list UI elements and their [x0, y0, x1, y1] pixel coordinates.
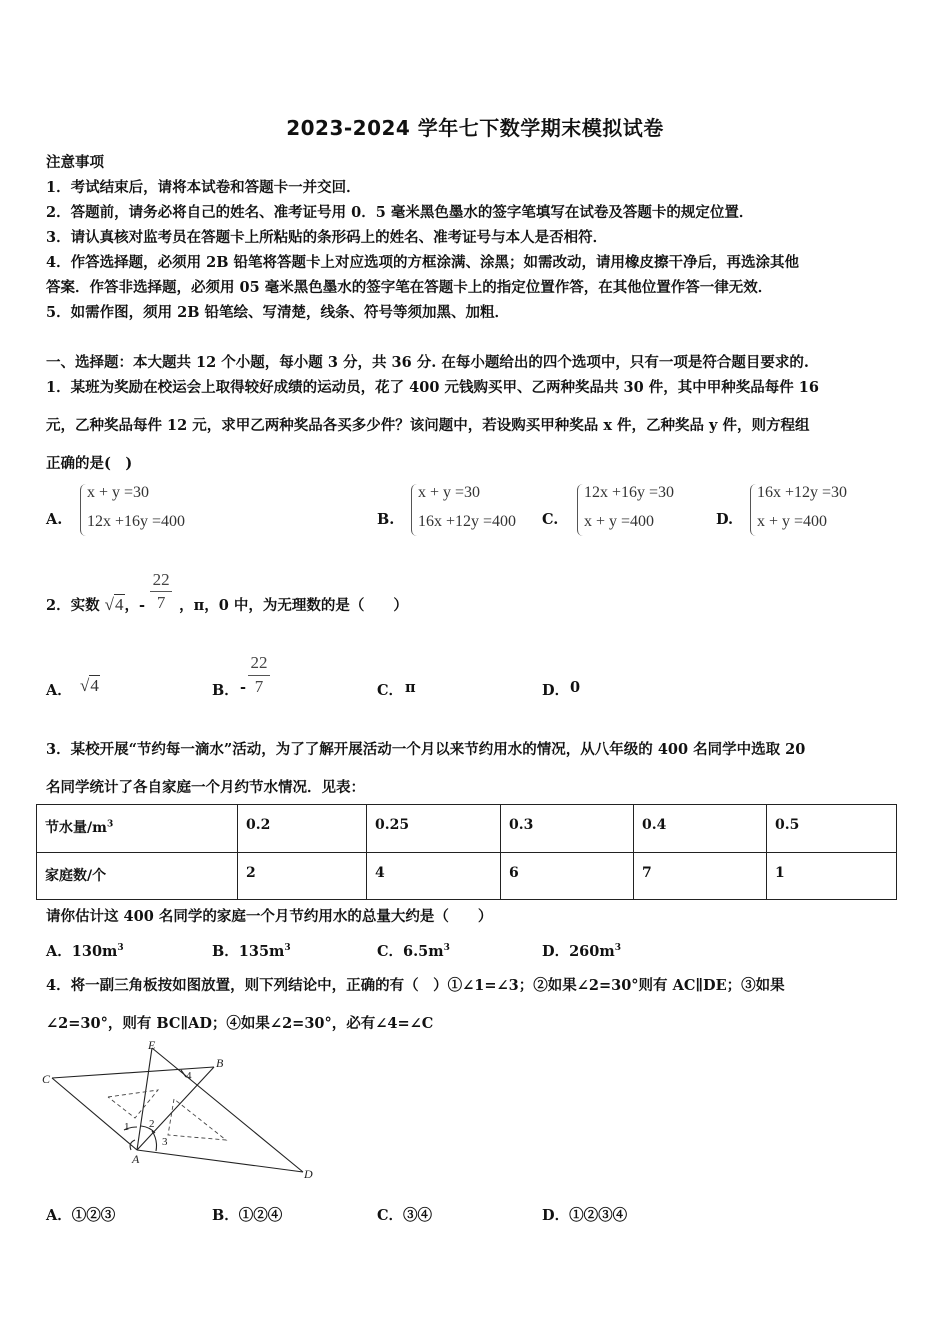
q2-suffix: ，π，0 中，为无理数的是（ ） [179, 597, 408, 614]
angle-label-2: 2 [149, 1118, 155, 1130]
q4-option-b[interactable]: B．①②④ [212, 1207, 283, 1224]
notice-heading: 注意事项 [46, 154, 104, 171]
q1-text-line: 1．某班为奖励在校运会上取得较好成绩的运动员，花了 400 元钱购买甲、乙两种奖品共 30 件，其中甲种奖品每件 16 [46, 379, 819, 396]
table-cell: 0.4 [634, 805, 767, 853]
brace-icon [750, 484, 757, 536]
equation: 16x +12y =400 [418, 513, 517, 530]
q4-text-line: ∠2=30°，则有 BC∥AD；④如果∠2=30°，必有∠4=∠C [46, 1015, 434, 1032]
q2-sep: ，- [124, 597, 146, 614]
q3-option-b[interactable]: B．$135m^3$ [212, 943, 291, 960]
q2-stem [46, 570, 408, 615]
q4-option-a[interactable]: A．①②③ [46, 1207, 116, 1224]
equation: x + y =400 [584, 513, 655, 530]
notice-item: 1．考试结束后，请将本试卷和答题卡一并交回． [46, 179, 361, 196]
q3-question: 请你估计这 400 名同学的家庭一个月节约用水的总量大约是（ ） [46, 908, 493, 925]
equation: 16x +12y =30 [757, 484, 848, 501]
option-label: D． [542, 682, 570, 699]
minus-sign: - [240, 679, 247, 696]
sqrt-radicand: 4 [115, 595, 124, 614]
point-label-a: A [132, 1152, 140, 1166]
option-label: A． [46, 682, 72, 699]
sqrt-expression: √4 [80, 676, 99, 695]
q4-option-d[interactable]: D．①②③④ [542, 1207, 628, 1224]
table-cell: 0.3 [501, 805, 634, 853]
option-label: B． [212, 682, 239, 699]
fraction-denominator: 7 [156, 593, 166, 612]
option-label: C． [377, 682, 404, 699]
q4-option-c[interactable]: C．③④ [377, 1207, 433, 1224]
table-cell: 6 [501, 852, 634, 900]
fraction-numerator: 22 [250, 653, 268, 672]
notice-item: 4．作答选择题，必须用 2B 铅笔将答题卡上对应选项的方框涂满、涂黑；如需改动，请用橡皮擦干净后，再选涂其他 [46, 254, 800, 271]
notice-item: 答案．作答非选择题，必须用 05 毫米黑色墨水的签字笔在答题卡上的指定位置作答，在其他位置作答一律无效． [46, 279, 773, 296]
fraction-denominator: 7 [254, 677, 264, 696]
option-label: C. [542, 511, 559, 528]
table-cell: 0.2 [238, 805, 367, 853]
table-row [37, 852, 897, 900]
equation: x + y =30 [87, 484, 150, 501]
option-label: D. [716, 511, 734, 528]
point-label-c: C [42, 1072, 51, 1086]
angle-label-1: 1 [124, 1121, 130, 1133]
table-cell: 0.5 [767, 805, 897, 853]
point-label-d: D [304, 1167, 313, 1181]
angle-label-3: 3 [162, 1136, 168, 1148]
option-label: A. [46, 511, 63, 528]
option-value: 0 [570, 679, 581, 696]
page-title: 2023-2024 学年七下数学期末模拟试卷 [286, 116, 664, 140]
fraction [150, 570, 170, 612]
q3-option-d[interactable]: D．$260m^3$ [542, 943, 621, 960]
q3-text-line: 3．某校开展“节约每一滴水”活动，为了了解开展活动一个月以来节约用水的情况，从八年级的 400 名同学中选取 20 [46, 741, 806, 758]
option-value: π [405, 679, 416, 696]
angle-label-4: 4 [186, 1070, 192, 1082]
table-header-cell: 家庭数/个 [37, 852, 238, 900]
table-cell: 7 [634, 852, 767, 900]
notice-item: 3．请认真核对监考员在答题卡上所粘贴的条形码上的姓名、准考证号与本人是否相符． [46, 229, 608, 246]
q1-text-line: 正确的是( ) [46, 455, 133, 472]
fraction-numerator: 22 [152, 570, 170, 589]
q1-text-line: 元，乙种奖品每件 12 元，求甲乙两种奖品各买多少件？该问题中，若设购买甲种奖品 x 件，乙种奖品 y 件，则方程组 [46, 417, 810, 434]
table-cell: 1 [767, 852, 897, 900]
q3-text-line: 名同学统计了各自家庭一个月约节水情况．见表： [46, 779, 365, 796]
notice-item: 2．答题前，请务必将自己的姓名、准考证号用 0．5 毫米黑色墨水的签字笔填写在试卷及答题卡的规定位置． [46, 204, 754, 221]
q3-option-a[interactable]: A．$130m^3$ [46, 943, 124, 960]
brace-icon [411, 484, 418, 536]
equation: 12x +16y =30 [584, 484, 675, 501]
table-cell: 0.25 [367, 805, 501, 853]
equation: 12x +16y =400 [87, 513, 186, 530]
triangle-rulers-figure [40, 1035, 330, 1185]
table-cell: 2 [238, 852, 367, 900]
option-label: B. [377, 511, 395, 528]
fraction-bar [150, 591, 172, 592]
table-row [37, 805, 897, 853]
equation: x + y =400 [757, 513, 828, 530]
q2-prefix: 2．实数 [46, 597, 100, 614]
table-cell: 4 [367, 852, 501, 900]
fraction-bar [248, 675, 270, 676]
brace-icon [80, 484, 87, 536]
notice-item: 5．如需作图，须用 2B 铅笔绘、写清楚，线条、符号等须加黑、加粗． [46, 304, 510, 321]
q3-option-c[interactable]: C．$6.5m^3$ [377, 943, 450, 960]
brace-icon [577, 484, 584, 536]
point-label-e: E [148, 1038, 156, 1052]
section-heading: 一、选择题：本大题共 12 个小题，每小题 3 分，共 36 分. 在每小题给出的四个选项中，只有一项是符合题目要求的. [46, 354, 809, 371]
point-label-b: B [216, 1056, 224, 1070]
water-saving-table [36, 804, 897, 900]
sqrt-expression: √4 [104, 595, 124, 614]
q4-text-line: 4．将一副三角板按如图放置，则下列结论中，正确的有（ ）①∠1=∠3；②如果∠2=30°则有 AC∥DE；③如果 [46, 977, 785, 994]
table-header-cell: 节水量$/m^3$ [37, 805, 238, 853]
equation: x + y =30 [418, 484, 481, 501]
